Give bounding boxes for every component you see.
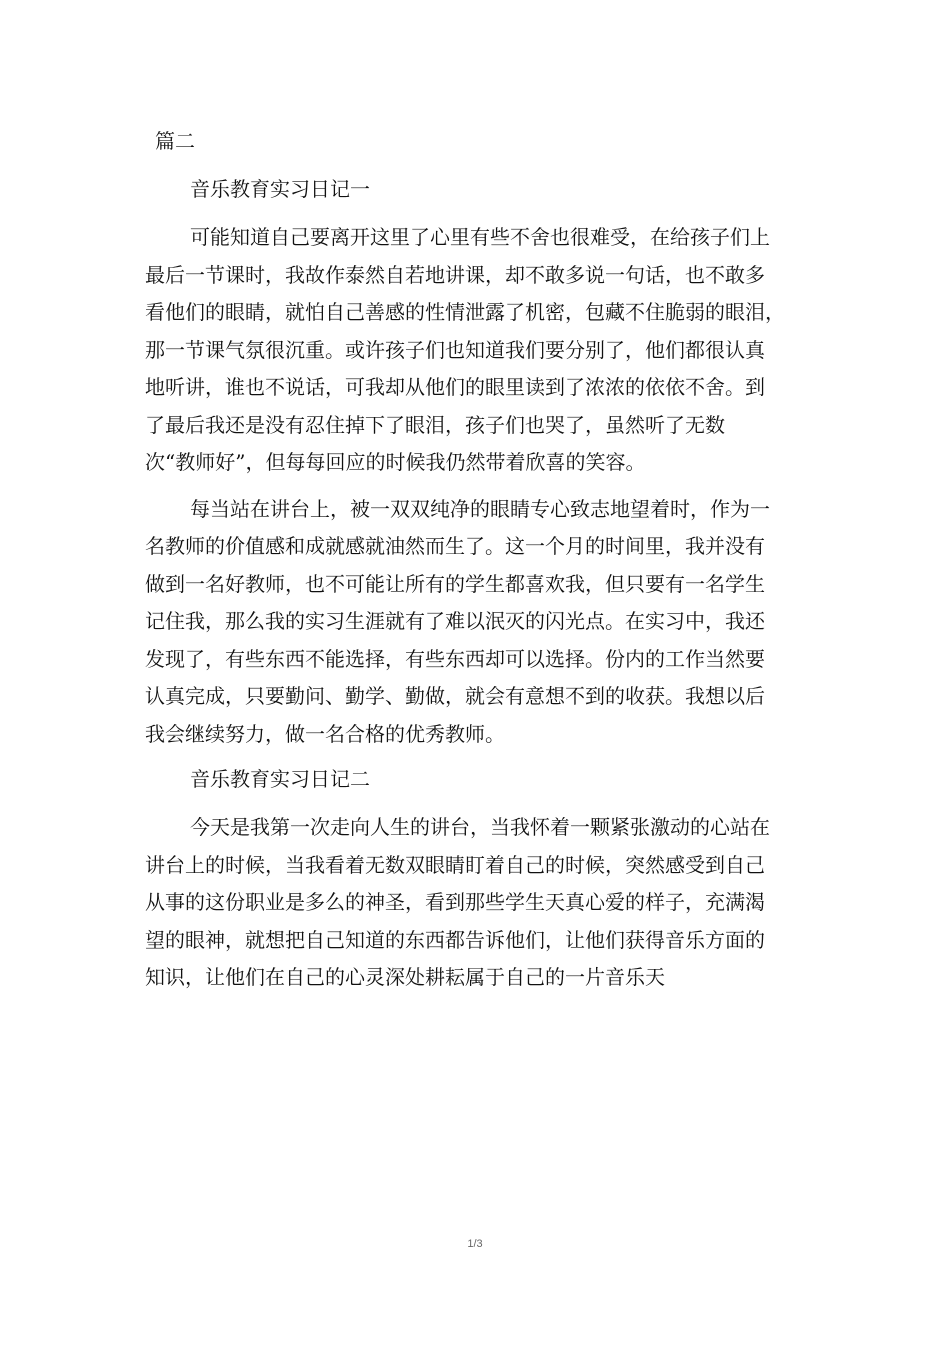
diary-1-paragraph-1 xyxy=(145,219,805,482)
text-line: 了最后我还是没有忍住掉下了眼泪，孩子们也哭了，虽然听了无数 xyxy=(145,412,725,437)
text-line: 可能知道自己要离开这里了心里有些不舍也很难受，在给孩子们上 xyxy=(190,225,770,249)
text-line: 发现了，有些东西不能选择，有些东西却可以选择。份内的工作当然要 xyxy=(145,646,765,671)
diary-2-paragraph-1 xyxy=(145,809,805,997)
text-line: 我会继续努力，做一名合格的优秀教师。 xyxy=(145,721,505,746)
page-number: 1/3 xyxy=(467,1238,483,1250)
text-line: 做到一名好教师，也不可能让所有的学生都喜欢我，但只要有一名学生 xyxy=(145,571,765,596)
text-line: 看他们的眼睛，就怕自己善感的性情泄露了机密，包藏不住脆弱的眼泪， xyxy=(145,300,785,324)
section-label: 篇二 xyxy=(155,129,195,153)
text-line: 知识，让他们在自己的心灵深处耕耘属于自己的一片音乐天 xyxy=(145,965,665,989)
text-line: 最后一节课时，我故作泰然自若地讲课，却不敢多说一句话，也不敢多 xyxy=(145,262,765,287)
document-body xyxy=(145,124,805,1006)
text-line: 记住我，那么我的实习生涯就有了难以泯灭的闪光点。在实习中，我还 xyxy=(145,609,765,633)
text-line: 讲台上的时候，当我看着无数双眼睛盯着自己的时候，突然感受到自己 xyxy=(145,852,765,877)
text-line: 名教师的价值感和成就感就油然而生了。这一个月的时间里，我并没有 xyxy=(145,534,765,558)
text-line: 次“教师好”，但每每回应的时候我仍然带着欣喜的笑容。 xyxy=(145,450,646,474)
text-line: 从事的这份职业是多么的神圣，看到那些学生天真心爱的样子，充满渴 xyxy=(145,890,765,914)
diary-1-title: 音乐教育实习日记一 xyxy=(190,177,370,201)
text-line: 地听讲，谁也不说话，可我却从他们的眼里读到了浓浓的依依不舍。到 xyxy=(145,375,765,399)
text-line: 认真完成，只要勤问、勤学、勤做，就会有意想不到的收获。我想以后 xyxy=(145,684,765,708)
diary-2-title: 音乐教育实习日记二 xyxy=(190,767,370,791)
text-line: 每当站在讲台上，被一双双纯净的眼睛专心致志地望着时，作为一 xyxy=(190,496,770,521)
text-line: 那一节课气氛很沉重。或许孩子们也知道我们要分别了，他们都很认真 xyxy=(145,337,765,362)
text-line: 今天是我第一次走向人生的讲台，当我怀着一颗紧张激动的心站在 xyxy=(190,815,770,839)
text-line: 望的眼神，就想把自己知道的东西都告诉他们，让他们获得音乐方面的 xyxy=(145,927,765,952)
diary-1-paragraph-2 xyxy=(145,491,805,754)
